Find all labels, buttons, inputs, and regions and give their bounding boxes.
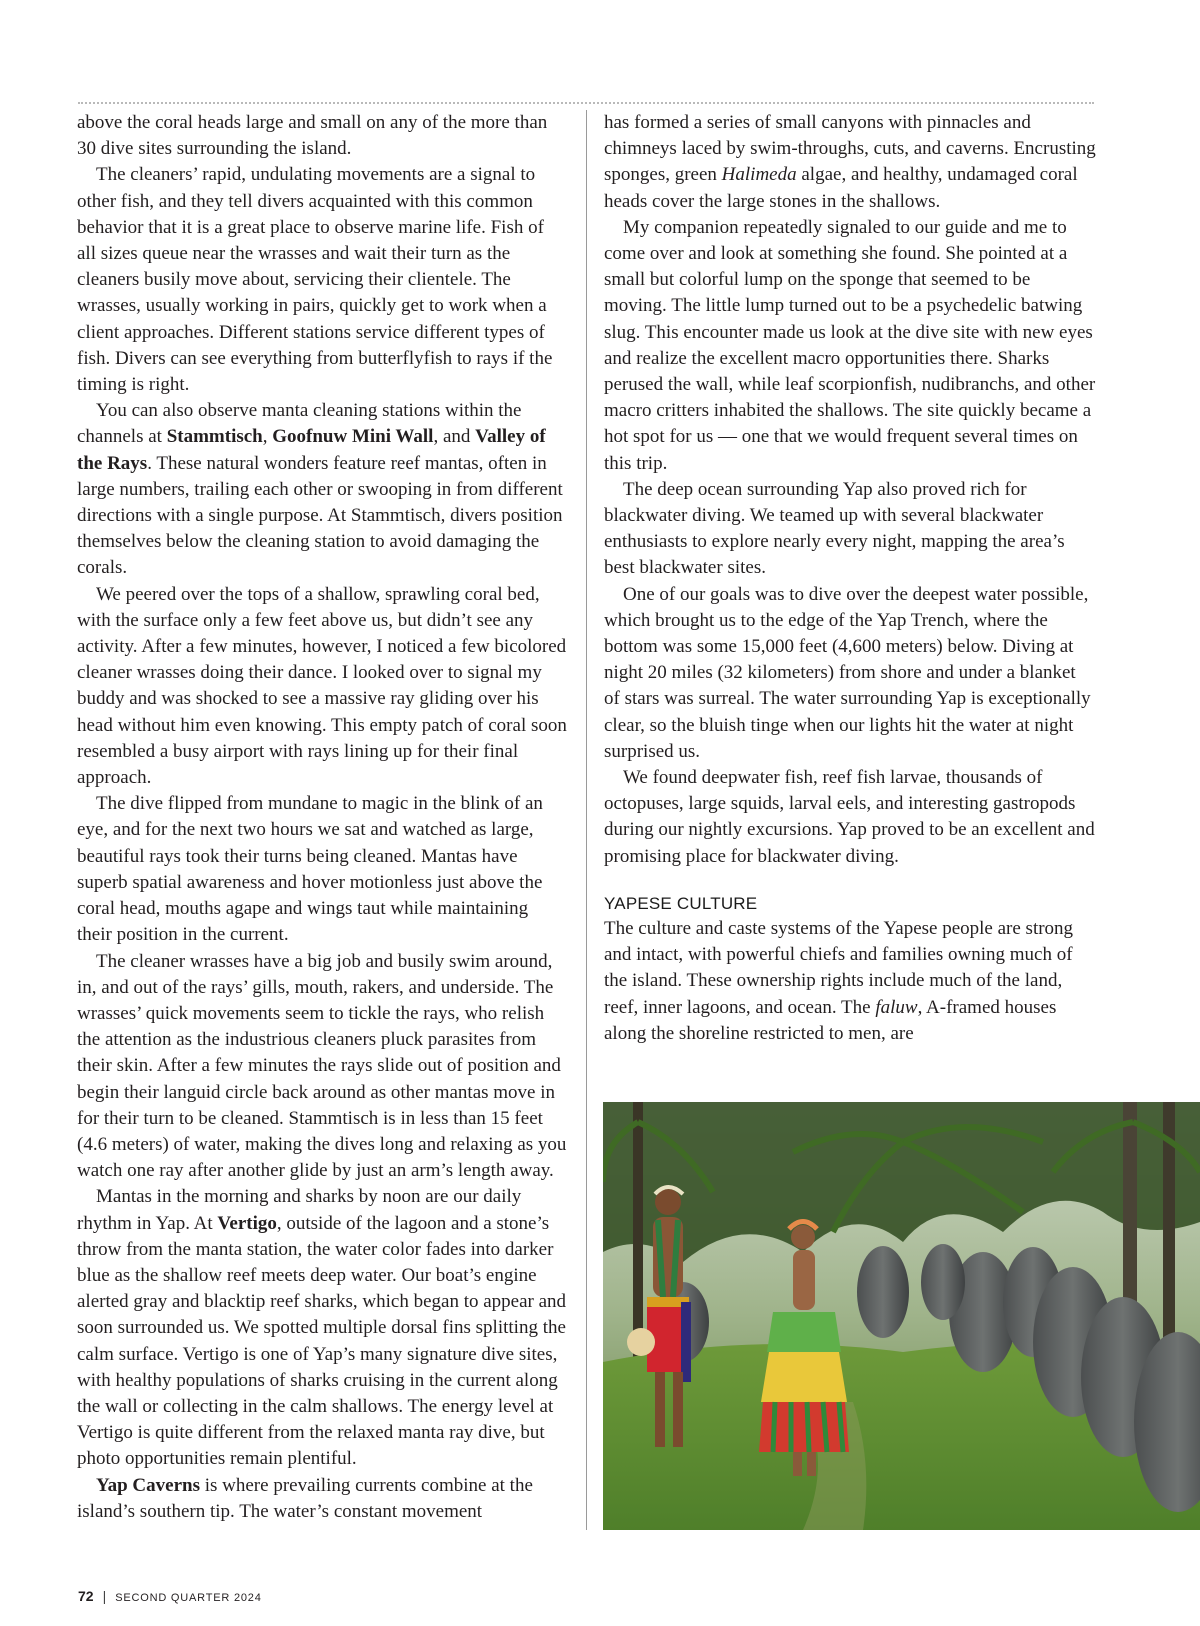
left-paragraph-3-text-c2: , and	[433, 426, 476, 448]
stone-money	[921, 1244, 965, 1320]
left-paragraph-2: The cleaners’ rapid, undulating movements are a signal to other fish, and they tell divers acquainted with this common behavior that it is a great place to observe marine life. Fish of all sizes queue near the wrasses and wait their turn as the cleaners busily move about, servicing their clientele. The wrasses, usually working in pairs, quickly get to work when a client approaches. Different stations service different types of fish. Divers can see everything from butterflyfish to rays if the timing is right.	[77, 164, 553, 396]
section-heading-yapese-culture: YAPESE CULTURE	[604, 893, 758, 913]
page-number: 72	[78, 1588, 94, 1604]
footer-separator: |	[102, 1588, 107, 1604]
left-paragraph-5: The dive flipped from mundane to magic in the blink of an eye, and for the next two hours we sat and watched as large, beautiful rays took their turns being cleaned. Mantas have superb spatial awareness and hover motionless just above the coral head, mouths agape and wings taut while maintaining their position in the current.	[77, 793, 543, 946]
faluw-italic: faluw	[875, 996, 918, 1018]
left-paragraph-7	[77, 1184, 567, 1472]
halimeda-italic: Halimeda	[721, 164, 797, 186]
site-name-stammtisch: Stammtisch	[166, 426, 263, 448]
left-paragraph-6: The cleaner wrasses have a big job and busily swim around, in, and out of the rays’ gills, mouth, rakers, and underside. The wrasses’ quick movements seem to tickle the rays, who relish the attention as the industrious cleaners pluck parasites from their skin. After a few minutes the rays slide out of position and begin their languid circle back around as other mantas move in for their turn to be cleaned. Stammtisch is in less than 15 feet (4.6 meters) of water, making the dives long and relaxing as you watch one ray after another glide by just an arm’s length away.	[77, 950, 567, 1182]
yapese-dancers-photo	[603, 1102, 1200, 1530]
left-paragraph-3	[77, 398, 567, 581]
column-divider	[586, 110, 587, 1530]
left-paragraph-7-text-a: Mantas in the morning and sharks by noon are our daily rhythm in Yap. At	[77, 1186, 522, 1234]
site-name-valley-of-the-rays: Valley of the Rays	[77, 426, 546, 474]
page-footer	[78, 1588, 262, 1604]
right-paragraph-6-text-c: , A-framed houses along the shoreline restricted to men, are	[604, 996, 1057, 1044]
right-paragraph-6-text-a: The culture and caste systems of the Yapese people are strong and intact, with powerful chiefs and families owning much of the island. These ownership rights include much of the land, reef, inner lagoons, and ocean. The	[604, 917, 1074, 1018]
site-name-goofnuw: Goofnuw Mini Wall	[272, 426, 434, 448]
left-paragraph-4: We peered over the tops of a shallow, sprawling coral bed, with the surface only a few feet above us, but didn’t see any activity. After a few minutes, however, I noticed a few bicolored cleaner wrasses doing their dance. I looked over to signal my buddy and was shocked to see a massive ray gliding over his head without him even knowing. This empty patch of coral soon resembled a busy airport with rays lining up for their final approach.	[77, 583, 567, 789]
right-paragraph-5: We found deepwater fish, reef fish larvae, thousands of octopuses, large squids, larval eels, and interesting gastropods during our nightly excursions. Yap proved to be an excellent and promising place for blackwater diving.	[604, 767, 1095, 867]
left-paragraph-3-text-a: You can also observe manta cleaning stations within the channels at	[77, 400, 522, 448]
site-name-yap-caverns: Yap Caverns	[96, 1474, 200, 1496]
right-paragraph-6	[604, 916, 1096, 1047]
left-paragraph-8	[77, 1473, 567, 1525]
left-paragraph-3-text-c1: ,	[262, 426, 273, 448]
right-paragraph-3: The deep ocean surrounding Yap also proved rich for blackwater diving. We teamed up with several blackwater enthusiasts to explore nearly every night, mapping the area’s best blackwater sites.	[604, 478, 1065, 579]
left-paragraph-1: above the coral heads large and small on any of the more than 30 dive sites surrounding the island.	[77, 112, 548, 160]
right-paragraph-2: My companion repeatedly signaled to our guide and me to come over and look at something she found. She pointed at a small but colorful lump on the sponge that seemed to be moving. The little lump turned out to be a psychedelic batwing slug. This encounter made us look at the dive site with new eyes and realize the excellent macro opportunities there. Sharks perused the wall, while leaf scorpionfish, nudibranchs, and other macro critters inhabited the shallows. The site quickly became a hot spot for us — one that we would frequent several times on this trip.	[604, 216, 1096, 474]
top-dotted-rule	[78, 102, 1094, 104]
left-paragraph-7-text-c: , outside of the lagoon and a stone’s throw from the manta station, the water color fades into darker blue as the shallow reef meets deep water. Our boat’s engine alerted gray and blacktip reef sharks, which began to appear and soon surrounded us. We spotted multiple dorsal fins splitting the calm surface. Vertigo is one of Yap’s many signature dive sites, with healthy populations of sharks cruising in the current along the wall or collecting in the calm shallows. The energy level at Vertigo is quite different from the relaxed manta ray dive, but photo opportunities remain plentiful.	[77, 1212, 567, 1470]
right-paragraph-1	[604, 110, 1096, 215]
right-paragraph-1-text-c: algae, and healthy, undamaged coral heads cover the large stones in the shallows.	[604, 164, 1078, 212]
left-paragraph-3-text-d: . These natural wonders feature reef mantas, often in large numbers, trailing each other or swooping in from different directions with a single purpose. At Stammtisch, divers position themselves below the cleaning station to avoid damaging the corals.	[77, 452, 563, 579]
palm-trunk	[633, 1102, 643, 1362]
issue-label: SECOND QUARTER 2024	[115, 1592, 262, 1604]
stone-money	[857, 1246, 909, 1338]
right-paragraph-4: One of our goals was to dive over the deepest water possible, which brought us to the edge of the Yap Trench, where the bottom was some 15,000 feet (4,600 meters) below. Diving at night 20 miles (32 kilometers) from shore and under a blanket of stars was surreal. The water surrounding Yap is exceptionally clear, so the bluish tinge when our lights hit the water at night surprised us.	[604, 583, 1091, 762]
right-column	[604, 110, 1096, 1047]
left-paragraph-8-text-c: is where prevailing currents combine at the island’s southern tip. The water’s constant movement	[77, 1474, 533, 1522]
site-name-vertigo: Vertigo	[217, 1212, 277, 1234]
left-column	[77, 110, 567, 1525]
right-paragraph-1-text-a: has formed a series of small canyons with pinnacles and chimneys laced by swim-throughs, cuts, and caverns. Encrusting sponges, green	[604, 112, 1096, 186]
